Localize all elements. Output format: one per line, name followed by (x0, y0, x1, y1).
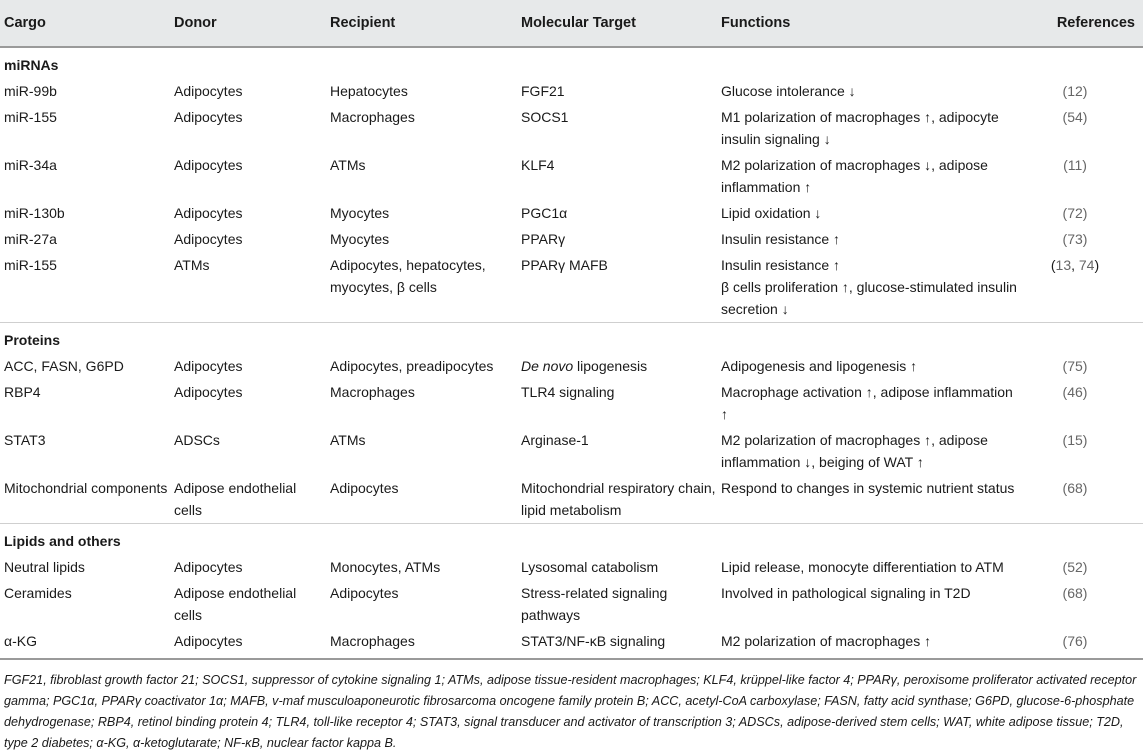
functions-line: β cells proliferation ↑, glucose-stimulated insulin secretion ↓ (721, 279, 1017, 317)
cell-functions: Lipid oxidation ↓ (721, 205, 822, 221)
cell-functions: Insulin resistance ↑ (721, 231, 841, 247)
cell-recipient: ATMs (330, 157, 366, 173)
cell-functions: M2 polarization of macrophages ↑ (721, 633, 932, 649)
table-row (0, 475, 1143, 524)
cell-recipient: Macrophages (330, 633, 415, 649)
cell-reference[interactable]: (68) (1062, 480, 1088, 496)
table-row (0, 226, 1143, 252)
cell-functions: Adipogenesis and lipogenesis ↑ (721, 358, 918, 374)
cell-reference[interactable]: (11) (1063, 157, 1087, 173)
cell-cargo: STAT3 (4, 432, 46, 448)
cell-donor: Adipose endothelial cells (174, 585, 297, 623)
cell-recipient: Adipocytes (330, 480, 399, 496)
cell-donor: Adipocytes (174, 231, 243, 247)
section-row-lipids (0, 524, 1143, 555)
table-row (0, 580, 1143, 628)
table-row (0, 200, 1143, 226)
cell-reference (1021, 252, 1143, 323)
table-header (0, 0, 1143, 47)
cell-target: Arginase-1 (521, 432, 589, 448)
table-row (0, 152, 1143, 200)
cell-recipient: Monocytes, ATMs (330, 559, 441, 575)
cell-donor: Adipose endothelial cells (174, 480, 297, 518)
cell-cargo: miR-155 (4, 109, 57, 125)
cell-target: PPARγ (521, 231, 566, 247)
cell-reference[interactable]: (15) (1062, 432, 1088, 448)
cell-target: Lysosomal catabolism (521, 559, 659, 575)
cell-donor: ADSCs (174, 432, 220, 448)
cell-functions: M2 polarization of macrophages ↑, adipose inflammation ↓, beiging of WAT ↑ (721, 432, 988, 470)
cell-reference[interactable]: (73) (1062, 231, 1088, 247)
cell-functions: Macrophage activation ↑, adipose inflammation ↑ (721, 384, 1013, 422)
header-donor: Donor (170, 0, 326, 47)
cell-donor: Adipocytes (174, 83, 243, 99)
cell-target: Stress-related signaling pathways (521, 585, 668, 623)
header-functions: Functions (717, 0, 1021, 47)
cell-donor: Adipocytes (174, 109, 243, 125)
cell-reference[interactable]: (72) (1062, 205, 1088, 221)
cell-functions: Involved in pathological signaling in T2D (721, 585, 971, 601)
ref-link[interactable]: 74 (1078, 257, 1095, 273)
header-cargo: Cargo (0, 0, 170, 47)
cell-target: PPARγ MAFB (521, 257, 608, 273)
table-row (0, 427, 1143, 475)
cell-target: TLR4 signaling (521, 384, 615, 400)
cell-target: PGC1α (521, 205, 568, 221)
table-footnote: FGF21, fibroblast growth factor 21; SOCS1, suppressor of cytokine signaling 1; ATMs, adipose tissue-resident macrophages; KLF4, krüppel-like factor 4; PPARγ, peroxisome proliferator activated receptor gamma; PGC1α, PPARγ coactivator 1α; MAFB, v-maf musculoaponeurotic fibrosarcoma oncogene family protein B; ACC, acetyl-CoA carboxylase; FASN, fatty acid synthase; G6PD, glucose-6-phosphate dehydrogenase; RBP4, retinol binding protein 4; TLR4, toll-like receptor 4; STAT3, signal transducer and activator of transcription 3; ADSCs, adipose-derived stem cells; WAT, white adipose tissue; T2D, type 2 diabetes; α-KG, α-ketoglutarate; NF-κB, nuclear factor kappa B. (4, 673, 1137, 750)
cell-recipient: Macrophages (330, 109, 415, 125)
cell-target: Mitochondrial respiratory chain, lipid metabolism (521, 480, 716, 518)
cell-recipient: Adipocytes, hepatocytes, myocytes, β cells (330, 257, 486, 295)
section-title: Lipids and others (4, 533, 121, 549)
section-row-mirnas (0, 47, 1143, 78)
functions-line: Insulin resistance ↑ (721, 257, 841, 273)
cell-reference[interactable]: (76) (1062, 633, 1088, 649)
cell-cargo: Neutral lipids (4, 559, 85, 575)
section-row-proteins (0, 323, 1143, 354)
cell-cargo: Ceramides (4, 585, 72, 601)
cell-donor: Adipocytes (174, 358, 243, 374)
cell-recipient: Hepatocytes (330, 83, 408, 99)
cell-cargo: miR-27a (4, 231, 57, 247)
cell-functions (717, 252, 1021, 323)
cell-reference[interactable]: (54) (1062, 109, 1088, 125)
cell-functions: M1 polarization of macrophages ↑, adipocyte insulin signaling ↓ (721, 109, 999, 147)
cell-recipient: Myocytes (330, 205, 390, 221)
header-references: References (1021, 0, 1143, 47)
cell-recipient: Adipocytes, preadipocytes (330, 358, 494, 374)
table-row (0, 628, 1143, 659)
ref-open: ( (1050, 257, 1056, 273)
cell-donor: Adipocytes (174, 384, 243, 400)
cell-cargo: miR-155 (4, 257, 57, 273)
cell-cargo: Mitochondrial components (4, 480, 168, 496)
ref-close: ) (1094, 257, 1100, 273)
ref-sep: , (1071, 257, 1079, 273)
section-title: Proteins (4, 332, 61, 348)
target-italic-text: De novo (521, 358, 574, 374)
cell-recipient: Macrophages (330, 384, 415, 400)
table-row (0, 379, 1143, 427)
cell-cargo: miR-130b (4, 205, 65, 221)
cell-functions: Respond to changes in systemic nutrient status (721, 480, 1015, 496)
cell-target (517, 353, 717, 379)
header-recipient: Recipient (326, 0, 517, 47)
section-title: miRNAs (4, 57, 59, 73)
cell-cargo: miR-34a (4, 157, 57, 173)
table-row (0, 78, 1143, 104)
cell-cargo: α-KG (4, 633, 37, 649)
cell-donor: Adipocytes (174, 157, 243, 173)
table-body (0, 47, 1143, 659)
cell-target: FGF21 (521, 83, 565, 99)
cell-functions: Glucose intolerance ↓ (721, 83, 856, 99)
cell-donor: ATMs (174, 257, 210, 273)
table-row (0, 104, 1143, 152)
cell-reference[interactable]: (12) (1062, 83, 1088, 99)
table-row (0, 353, 1143, 379)
cell-donor: Adipocytes (174, 559, 243, 575)
table-row (0, 554, 1143, 580)
cell-target: SOCS1 (521, 109, 569, 125)
cell-cargo: RBP4 (4, 384, 41, 400)
table-row (0, 252, 1143, 323)
cell-cargo: ACC, FASN, G6PD (4, 358, 124, 374)
cell-target: KLF4 (521, 157, 555, 173)
cell-reference[interactable]: (75) (1062, 358, 1088, 374)
cell-recipient: ATMs (330, 432, 366, 448)
ref-link[interactable]: 13 (1055, 257, 1072, 273)
cell-cargo: miR-99b (4, 83, 57, 99)
cell-reference[interactable]: (52) (1062, 559, 1088, 575)
cell-reference[interactable]: (68) (1062, 585, 1088, 601)
header-molecular-target: Molecular Target (517, 0, 717, 47)
cell-recipient: Adipocytes (330, 585, 399, 601)
cell-recipient: Myocytes (330, 231, 390, 247)
target-text: lipogenesis (573, 358, 648, 374)
cell-reference[interactable]: (46) (1062, 384, 1088, 400)
cell-target: STAT3/NF-κB signaling (521, 633, 666, 649)
cell-donor: Adipocytes (174, 633, 243, 649)
cell-donor: Adipocytes (174, 205, 243, 221)
cell-functions: Lipid release, monocyte differentiation to ATM (721, 559, 1004, 575)
cell-functions: M2 polarization of macrophages ↓, adipose inflammation ↑ (721, 157, 988, 195)
